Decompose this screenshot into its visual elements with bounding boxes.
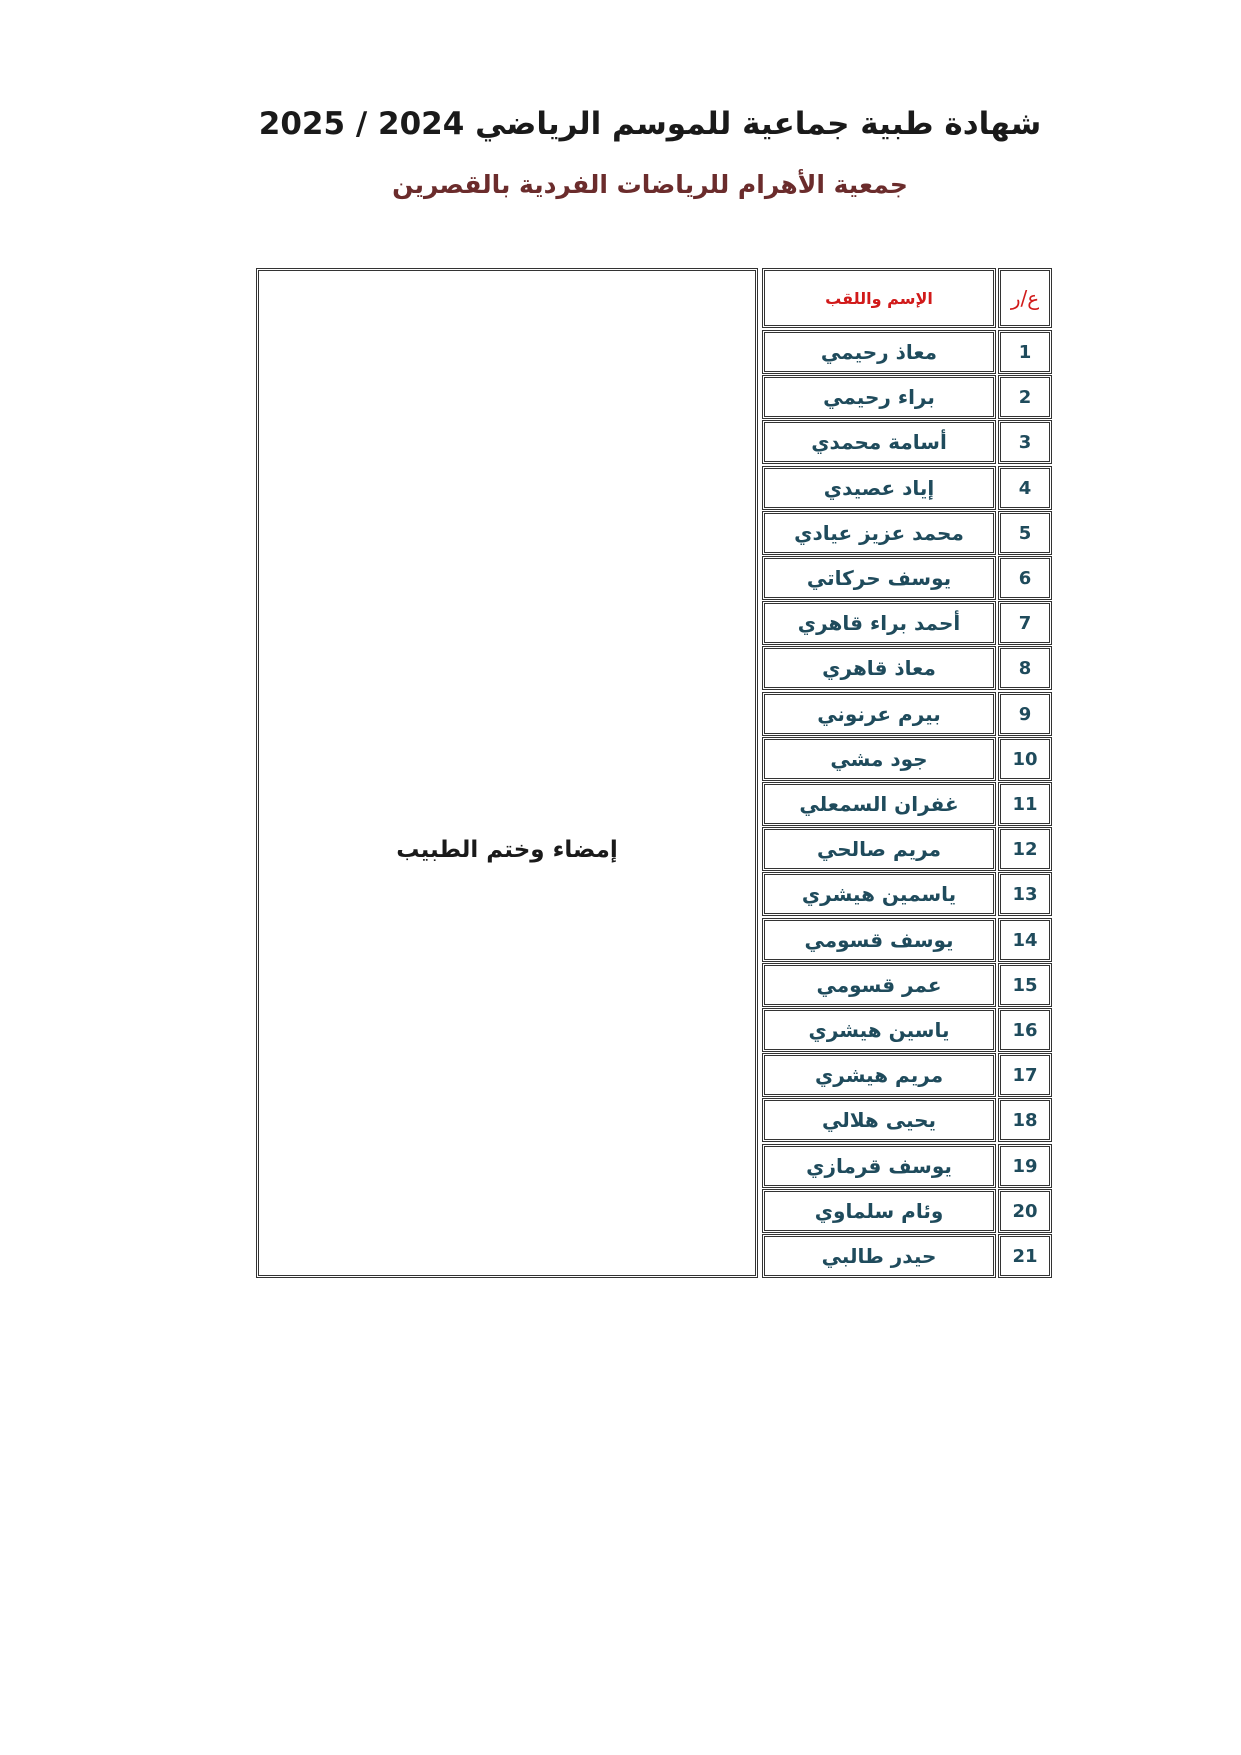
column-header-number: ع/ر: [998, 268, 1052, 328]
row-number: 17: [998, 1053, 1052, 1097]
athlete-name: حيدر طالبي: [762, 1234, 996, 1278]
athlete-name: إياد عصيدي: [762, 466, 996, 510]
athlete-name: وئام سلماوي: [762, 1189, 996, 1233]
row-number: 13: [998, 872, 1052, 916]
athlete-name: يوسف قسومي: [762, 918, 996, 962]
signature-label: إمضاء وختم الطبيب: [396, 837, 618, 863]
athlete-name: بيرم عرنوني: [762, 692, 996, 736]
row-number: 3: [998, 420, 1052, 464]
athlete-name: جود مشي: [762, 737, 996, 781]
athlete-name: ياسين هيشري: [762, 1008, 996, 1052]
document-title: شهادة طبية جماعية للموسم الرياضي 2024 / 2025: [258, 106, 1042, 142]
row-number: 7: [998, 601, 1052, 645]
association-name: جمعية الأهرام للرياضات الفردية بالقصرين: [392, 170, 908, 199]
row-number: 20: [998, 1189, 1052, 1233]
row-number: 2: [998, 375, 1052, 419]
athlete-name: يحيى هلالي: [762, 1098, 996, 1142]
row-number: 1: [998, 330, 1052, 374]
athlete-name: معاذ رحيمي: [762, 330, 996, 374]
row-number: 15: [998, 963, 1052, 1007]
row-number: 10: [998, 737, 1052, 781]
row-number: 14: [998, 918, 1052, 962]
row-number: 5: [998, 511, 1052, 555]
athlete-name: براء رحيمي: [762, 375, 996, 419]
doctor-signature-box: [256, 268, 758, 1278]
row-number: 16: [998, 1008, 1052, 1052]
athlete-name: أحمد براء قاهري: [762, 601, 996, 645]
row-number: 8: [998, 646, 1052, 690]
athlete-name: يوسف قرمازي: [762, 1144, 996, 1188]
row-number: 19: [998, 1144, 1052, 1188]
athlete-name: محمد عزيز عيادي: [762, 511, 996, 555]
row-number: 18: [998, 1098, 1052, 1142]
athlete-name: مريم صالحي: [762, 827, 996, 871]
athlete-name: ياسمين هيشري: [762, 872, 996, 916]
row-number: 6: [998, 556, 1052, 600]
column-header-name: الإسم واللقب: [762, 268, 996, 328]
row-number: 9: [998, 692, 1052, 736]
athlete-name: غفران السمعلي: [762, 782, 996, 826]
athlete-name: مريم هيشري: [762, 1053, 996, 1097]
athlete-name: يوسف حركاتي: [762, 556, 996, 600]
row-number: 21: [998, 1234, 1052, 1278]
athlete-name: عمر قسومي: [762, 963, 996, 1007]
row-number: 4: [998, 466, 1052, 510]
row-number: 11: [998, 782, 1052, 826]
row-number: 12: [998, 827, 1052, 871]
athlete-name: أسامة محمدي: [762, 420, 996, 464]
athlete-name: معاذ قاهري: [762, 646, 996, 690]
